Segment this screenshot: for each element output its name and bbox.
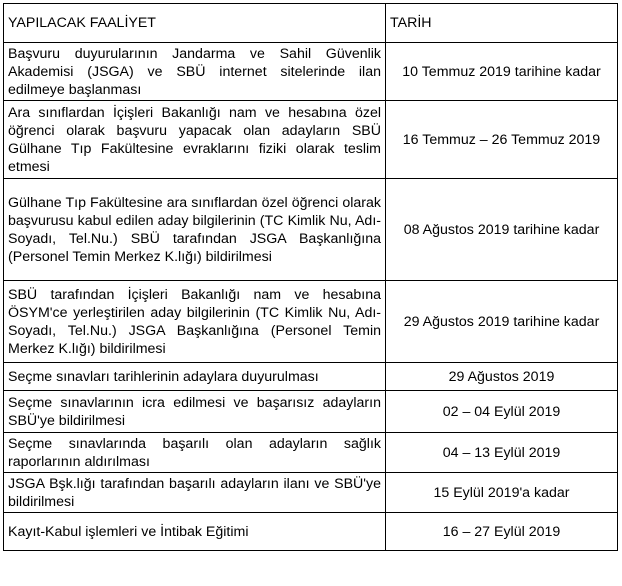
- date-cell: 04 – 13 Eylül 2019: [386, 433, 618, 473]
- activity-cell: Seçme sınavlarının icra edilmesi ve başarısız adayların SBÜ'ye bildirilmesi: [4, 391, 386, 433]
- activity-cell: Seçme sınavları tarihlerinin adaylara duyurulması: [4, 363, 386, 391]
- date-cell: 16 – 27 Eylül 2019: [386, 513, 618, 551]
- header-row: [4, 4, 618, 43]
- date-cell: 15 Eylül 2019'a kadar: [386, 473, 618, 513]
- date-cell: 16 Temmuz – 26 Temmuz 2019: [386, 101, 618, 179]
- schedule-table: [3, 3, 618, 551]
- activity-cell: Kayıt-Kabul işlemleri ve İntibak Eğitimi: [4, 513, 386, 551]
- activity-cell: Başvuru duyurularının Jandarma ve Sahil Güvenlik Akademisi (JSGA) ve SBÜ internet sitelerinde ilan edilmeye başlanması: [4, 43, 386, 101]
- table-row: [4, 101, 618, 179]
- table-row: [4, 43, 618, 101]
- table-row: [4, 281, 618, 363]
- date-cell: 08 Ağustos 2019 tarihine kadar: [386, 179, 618, 281]
- activity-cell: Gülhane Tıp Fakültesine ara sınıflardan özel öğrenci olarak başvurusu kabul edilen aday bilgilerinin (TC Kimlik Nu, Adı-Soyadı, Tel.Nu.) SBÜ tarafından JSGA Başkanlığına (Personel Temin Merkez K.lığı) bildirilmesi: [4, 179, 386, 281]
- date-cell: 29 Ağustos 2019: [386, 363, 618, 391]
- activity-cell: Ara sınıflardan İçişleri Bakanlığı nam ve hesabına özel öğrenci olarak başvuru yapacak olan adayların SBÜ Gülhane Tıp Fakültesine evraklarını fiziki olarak teslim etmesi: [4, 101, 386, 179]
- activity-cell: SBÜ tarafından İçişleri Bakanlığı nam ve hesabına ÖSYM'ce yerleştirilen aday bilgilerinin (TC Kimlik Nu, Adı-Soyadı, Tel.Nu.) JSGA Başkanlığına (Personel Temin Merkez K.lığı) bildirilmesi: [4, 281, 386, 363]
- table-row: [4, 433, 618, 473]
- activity-column-header: YAPILACAK FAALİYET: [4, 4, 386, 43]
- date-cell: 10 Temmuz 2019 tarihine kadar: [386, 43, 618, 101]
- date-column-header: TARİH: [386, 4, 618, 43]
- activity-cell: Seçme sınavlarında başarılı olan adayların sağlık raporlarının aldırılması: [4, 433, 386, 473]
- table-row: [4, 473, 618, 513]
- table-row: [4, 513, 618, 551]
- activity-cell: JSGA Bşk.lığı tarafından başarılı adayların ilanı ve SBÜ'ye bildirilmesi: [4, 473, 386, 513]
- table-row: [4, 179, 618, 281]
- table-row: [4, 391, 618, 433]
- table-row: [4, 363, 618, 391]
- date-cell: 29 Ağustos 2019 tarihine kadar: [386, 281, 618, 363]
- date-cell: 02 – 04 Eylül 2019: [386, 391, 618, 433]
